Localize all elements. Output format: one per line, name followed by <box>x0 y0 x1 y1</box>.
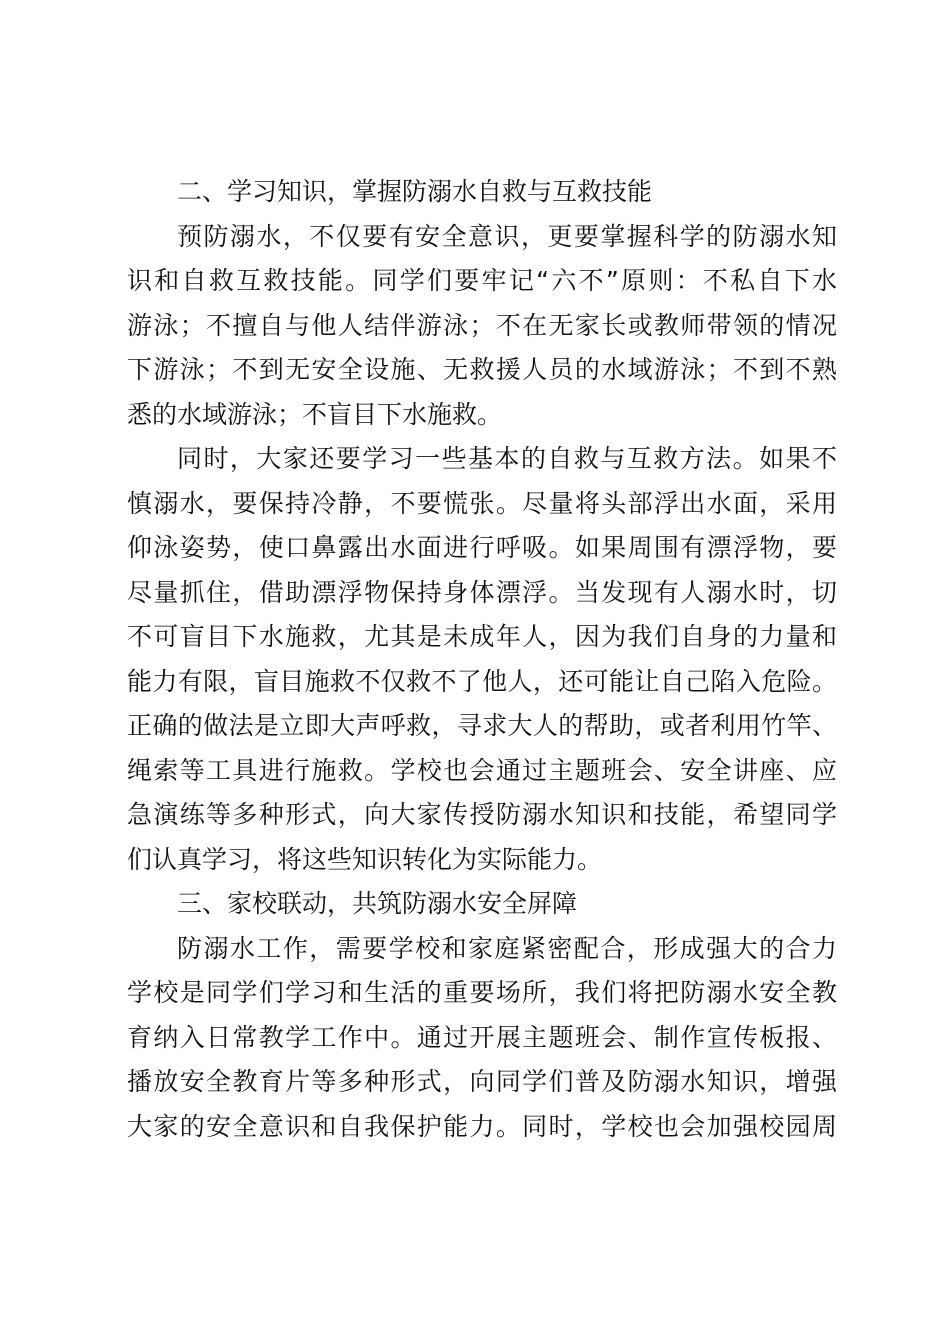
heading-line: 三、家校联动，共筑防溺水安全屏障 <box>177 889 578 918</box>
paragraph-line: 识和自救互救技能。同学们要牢记“六不”原则：不私自下水 <box>127 266 837 295</box>
paragraph-line: 仰泳姿势，使口鼻露出水面进行呼吸。如果周围有漂浮物，要 <box>127 533 837 562</box>
paragraph-line: 大家的安全意识和自我保护能力。同时，学校也会加强校园周 <box>127 1111 837 1141</box>
paragraph-line: 能力有限，盲目施救不仅救不了他人，还可能让自己陷入危险。 <box>127 666 837 696</box>
document-body <box>127 170 837 1149</box>
paragraph-2 <box>127 437 837 882</box>
paragraph-line: 悉的水域游泳；不盲目下水施救。 <box>127 399 503 429</box>
paragraph-1 <box>127 215 837 438</box>
paragraph-line: 预防溺水，不仅要有安全意识，更要掌握科学的防溺水知 <box>177 221 837 251</box>
paragraph-line: 急演练等多种形式，向大家传授防溺水知识和技能，希望同学 <box>127 800 837 829</box>
paragraph-line: 们认真学习，将这些知识转化为实际能力。 <box>127 844 603 874</box>
paragraph-line: 不可盲目下水施救，尤其是未成年人，因为我们自身的力量和 <box>127 622 837 651</box>
paragraph-line: 绳索等工具进行施救。学校也会通过主题班会、安全讲座、应 <box>127 755 837 785</box>
heading-line: 二、学习知识，掌握防溺水自救与互救技能 <box>177 177 653 206</box>
paragraph-line: 下游泳；不到无安全设施、无救援人员的水域游泳；不到不熟 <box>127 355 837 384</box>
paragraph-line: 防溺水工作，需要学校和家庭紧密配合，形成强大的合力 <box>177 933 837 963</box>
paragraph-line: 尽量抓住，借助漂浮物保持身体漂浮。当发现有人溺水时，切 <box>127 577 837 607</box>
section-heading-2 <box>127 170 837 215</box>
paragraph-line: 慎溺水，要保持冷静，不要慌张。尽量将头部浮出水面，采用 <box>127 488 837 518</box>
paragraph-line: 游泳；不擅自与他人结伴游泳；不在无家长或教师带领的情况 <box>127 310 837 340</box>
section-heading-3 <box>127 882 837 927</box>
paragraph-line: 播放安全教育片等多种形式，向同学们普及防溺水知识，增强 <box>127 1067 837 1096</box>
paragraph-line: 学校是同学们学习和生活的重要场所，我们将把防溺水安全教 <box>127 978 837 1007</box>
paragraph-line: 正确的做法是立即大声呼救，寻求大人的帮助，或者利用竹竿、 <box>127 711 837 740</box>
paragraph-line: 育纳入日常教学工作中。通过开展主题班会、制作宣传板报、 <box>127 1022 837 1052</box>
paragraph-line: 同时，大家还要学习一些基本的自救与互救方法。如果不 <box>177 444 837 473</box>
paragraph-3 <box>127 927 837 1150</box>
